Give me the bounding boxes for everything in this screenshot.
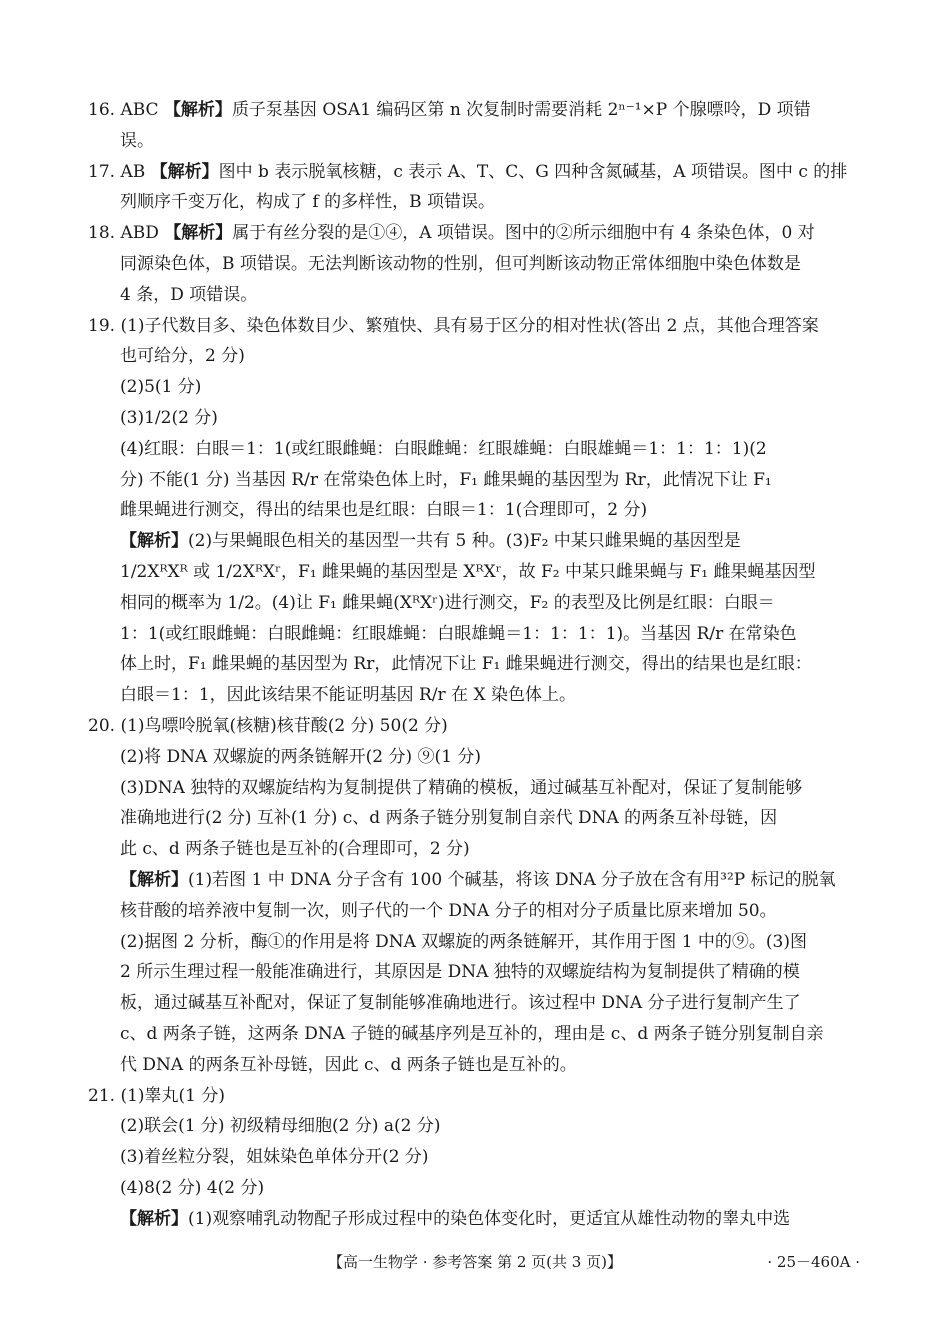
analysis-tag: 【解析】 [120,1208,188,1229]
line-text: (1)睾丸(1 分) [120,1085,226,1106]
line-text: 板，通过碱基互补配对，保证了复制能够准确地进行。该过程中 DNA 分子进行复制产生了 [120,993,801,1014]
answer-line [88,649,863,680]
line-text: (2)将 DNA 双螺旋的两条链解开(2 分) ⑨(1 分) [120,746,482,767]
line-text: (4)8(2 分) 4(2 分) [120,1177,265,1198]
answer-line [88,403,863,434]
question-number: 17. AB [88,161,151,182]
line-text: 质子泵基因 OSA1 编码区第 n 次复制时需要消耗 2ⁿ⁻¹×P 个腺嘌呤，D 项错 [231,100,811,120]
line-text: 代 DNA 的两条互补母链，因此 c、d 两条子链也是互补的。 [120,1054,577,1075]
answer-line [88,1050,863,1081]
answer-line [88,619,863,650]
line-text: (2)据图 2 分析，酶①的作用是将 DNA 双螺旋的两条链解开，其作用于图 1 中的⑨。(3)图 [120,931,807,952]
line-text: 体上时，F₁ 雌果蝇的基因型为 Rr，此情况下让 F₁ 雌果蝇进行测交，得出的结果也是红眼： [120,654,812,675]
line-text: 此 c、d 两条子链也是互补的(合理即可，2 分) [120,839,470,860]
answer-line [88,711,863,742]
line-text: 属于有丝分裂的是①④，A 项错误。图中的②所示细胞中有 4 条染色体，0 对 [232,223,815,244]
answer-line [88,126,863,157]
line-text: 4 条，D 项错误。 [120,284,258,305]
answer-line [88,495,863,526]
line-text: c、d 两条子链，这两条 DNA 子链的碱基序列是互补的，理由是 c、d 两条子链分别复制自亲 [120,1023,824,1044]
analysis-tag: 【解析】 [164,223,233,244]
footer-title: 【高一生物学 · 参考答案 第 2 页(共 3 页)】 [328,1253,622,1271]
line-text: 核苷酸的培养液中复制一次，则子代的一个 DNA 分子的相对分子质量比原来增加 50。 [120,900,777,921]
answer-line [88,280,863,311]
answer-line [88,773,863,804]
line-text: 图中 b 表示脱氧核糖，c 表示 A、T、C、G 四种含氮碱基，A 项错误。图中 c 的排 [218,161,848,182]
line-text: (3)DNA 独特的双螺旋结构为复制提供了精确的模板，通过碱基互补配对，保证了复制能够 [120,777,803,798]
answer-line [88,803,863,834]
answer-line [88,187,863,218]
line-text: 1：1(或红眼雌蝇：白眼雌蝇：红眼雄蝇：白眼雄蝇＝1：1：1：1)。当基因 R/r 在常染色 [120,623,797,644]
line-text: 分) 不能(1 分) 当基因 R/r 在常染色体上时，F₁ 雌果蝇的基因型为 Rr，此情况下让 F₁ [120,469,772,490]
answer-line [88,1204,863,1235]
answer-line [88,465,863,496]
line-text: 误。 [120,130,154,151]
answer-content [88,95,863,1234]
line-text: 2 所示生理过程一般能准确进行，其原因是 DNA 独特的双螺旋结构为复制提供了精确的模 [120,962,800,983]
line-text: (1)观察哺乳动物配子形成过程中的染色体变化时，更适宜从雄性动物的睾丸中选 [188,1208,791,1229]
page-footer [0,1250,950,1274]
footer-code: · 25－460A · [767,1253,860,1271]
answer-line [88,896,863,927]
answer-line [88,834,863,865]
answer-line [88,157,863,188]
answer-line [88,588,863,619]
line-text: 白眼＝1：1，因此该结果不能证明基因 R/r 在 X 染色体上。 [120,685,577,706]
answer-line [88,1019,863,1050]
analysis-tag: 【解析】 [150,161,219,182]
line-text: (2)联会(1 分) 初级精母细胞(2 分) a(2 分) [120,1116,441,1137]
answer-line [88,927,863,958]
answer-line [88,95,863,126]
answer-line [88,249,863,280]
line-text: 同源染色体，B 项错误。无法判断该动物的性别，但可判断该动物正常体细胞中染色体数是 [120,253,801,274]
line-text: (1)鸟嘌呤脱氧(核糖)核苷酸(2 分) 50(2 分) [120,715,448,736]
question-number: 19. [88,315,121,336]
answer-line [88,1142,863,1173]
answer-line [88,742,863,773]
analysis-tag: 【解析】 [120,531,188,552]
line-text: 1/2XᴿXᴿ 或 1/2XᴿXʳ，F₁ 雌果蝇的基因型是 XᴿXʳ，故 F₂ 中某只雌果蝇与 F₁ 雌果蝇基因型 [120,561,816,582]
line-text: 列顺序千变万化，构成了 f 的多样性，B 项错误。 [120,192,495,213]
line-text: 也可给分，2 分) [120,346,245,367]
analysis-tag: 【解析】 [163,100,232,120]
answer-line [88,865,863,896]
analysis-tag: 【解析】 [120,869,188,890]
question-number: 21. [88,1085,121,1106]
question-number: 16. ABC [88,100,164,120]
answer-line [88,988,863,1019]
answer-line [88,526,863,557]
answer-line [88,1173,863,1204]
line-text: (1)子代数目多、染色体数目少、繁殖快、具有易于区分的相对性状(答出 2 点，其他合理答案 [120,315,819,336]
line-text: 相同的概率为 1/2。(4)让 F₁ 雌果蝇(XᴿXʳ)进行测交，F₂ 的表型及比例是红眼：白眼＝ [120,592,775,613]
answer-line [88,434,863,465]
line-text: 雌果蝇进行测交，得出的结果也是红眼：白眼＝1：1(合理即可，2 分) [120,500,648,521]
answer-line [88,218,863,249]
answer-line [88,680,863,711]
answer-line [88,372,863,403]
question-number: 20. [88,715,121,736]
answer-line [88,957,863,988]
line-text: (3)着丝粒分裂，姐妹染色单体分开(2 分) [120,1147,429,1168]
answer-line [88,311,863,342]
answer-line [88,1081,863,1112]
line-text: (2)与果蝇眼色相关的基因型一共有 5 种。(3)F₂ 中某只雌果蝇的基因型是 [188,531,741,552]
answer-line [88,557,863,588]
question-number: 18. ABD [88,223,165,244]
line-text: (2)5(1 分) [120,377,202,398]
line-text: (3)1/2(2 分) [120,407,218,428]
answer-line [88,1111,863,1142]
answer-line [88,341,863,372]
line-text: (1)若图 1 中 DNA 分子含有 100 个碱基，将该 DNA 分子放在含有用³²P 标记的脱氧 [188,869,836,890]
line-text: 准确地进行(2 分) 互补(1 分) c、d 两条子链分别复制自亲代 DNA 的两条互补母链，因 [120,808,778,829]
line-text: (4)红眼：白眼＝1：1(或红眼雌蝇：白眼雌蝇：红眼雄蝇：白眼雄蝇＝1：1：1：1)(2 [120,438,767,459]
